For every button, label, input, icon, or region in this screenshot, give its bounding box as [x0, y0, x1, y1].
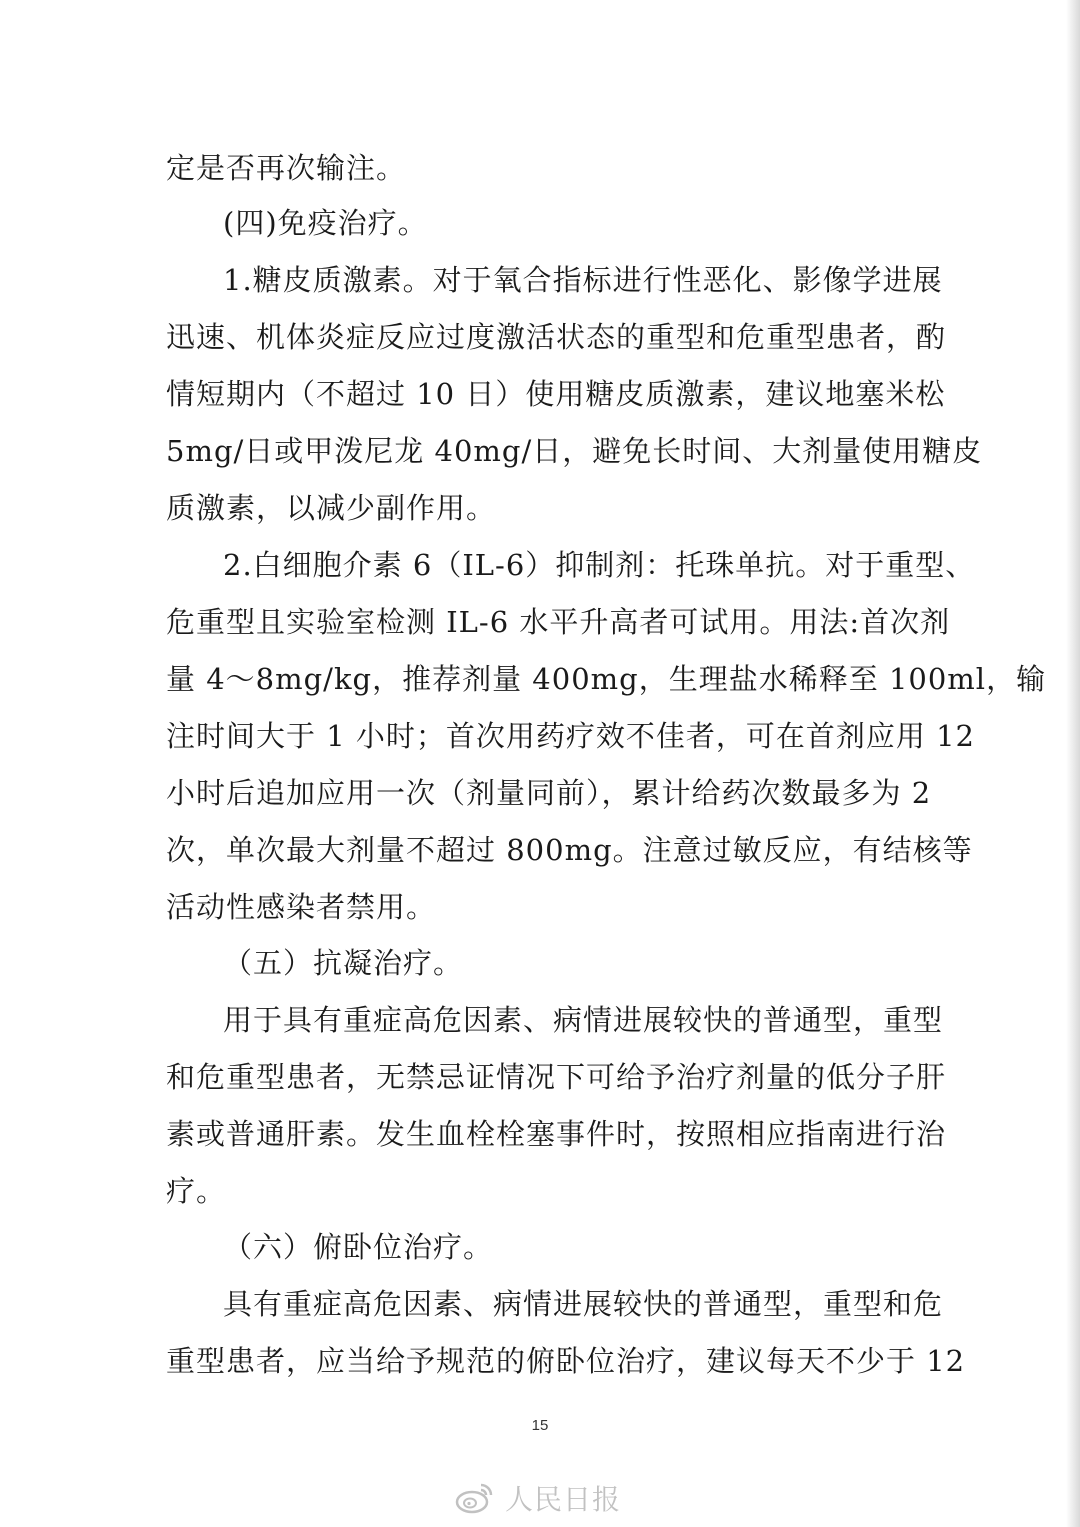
- text-line: 次，单次最大剂量不超过 800mg。注意过敏反应，有结核等: [166, 833, 973, 867]
- text-line: 2.白细胞介素 6（IL-6）抑制剂：托珠单抗。对于重型、: [223, 548, 976, 582]
- text-line: 危重型且实验室检测 IL-6 水平升高者可试用。用法:首次剂: [166, 605, 951, 639]
- text-line: 5mg/日或甲泼尼龙 40mg/日，避免长时间、大剂量使用糖皮: [166, 434, 983, 468]
- text-line: 重型患者，应当给予规范的俯卧位治疗，建议每天不少于 12: [166, 1344, 966, 1378]
- text-line: 用于具有重症高危因素、病情进展较快的普通型，重型: [223, 1003, 944, 1037]
- text-line: 情短期内（不超过 10 日）使用糖皮质激素，建议地塞米松: [166, 377, 946, 411]
- page-number: 15: [531, 1417, 549, 1434]
- watermark: [455, 1478, 621, 1518]
- text-line: 具有重症高危因素、病情进展较快的普通型，重型和危: [223, 1287, 944, 1321]
- text-line: 疗。: [166, 1174, 227, 1208]
- section-heading-immunotherapy: (四)免疫治疗。: [223, 206, 428, 240]
- text-line: 活动性感染者禁用。: [166, 890, 437, 924]
- watermark-text: 人民日报: [505, 1483, 622, 1516]
- text-line: 1.糖皮质激素。对于氧合指标进行性恶化、影像学进展: [223, 263, 943, 297]
- text-line: 注时间大于 1 小时；首次用药疗效不佳者，可在首剂应用 12: [166, 719, 976, 753]
- section-heading-anticoagulation: （五）抗凝治疗。: [223, 946, 464, 980]
- text-line: 小时后追加应用一次（剂量同前），累计给药次数最多为 2: [166, 776, 932, 810]
- text-line: 量 4～8mg/kg，推荐剂量 400mg，生理盐水稀释至 100ml，输: [166, 662, 1047, 696]
- text-line: 素或普通肝素。发生血栓栓塞事件时，按照相应指南进行治: [166, 1117, 947, 1151]
- text-line: 定是否再次输注。: [166, 151, 407, 185]
- page-edge-shadow: [1066, 0, 1080, 1527]
- text-line: 和危重型患者，无禁忌证情况下可给予治疗剂量的低分子肝: [166, 1060, 947, 1094]
- text-line: 迅速、机体炎症反应过度激活状态的重型和危重型患者，酌: [166, 320, 947, 354]
- weibo-icon: [455, 1481, 495, 1515]
- text-line: 质激素，以减少副作用。: [166, 491, 497, 525]
- section-heading-prone-position: （六）俯卧位治疗。: [223, 1230, 494, 1264]
